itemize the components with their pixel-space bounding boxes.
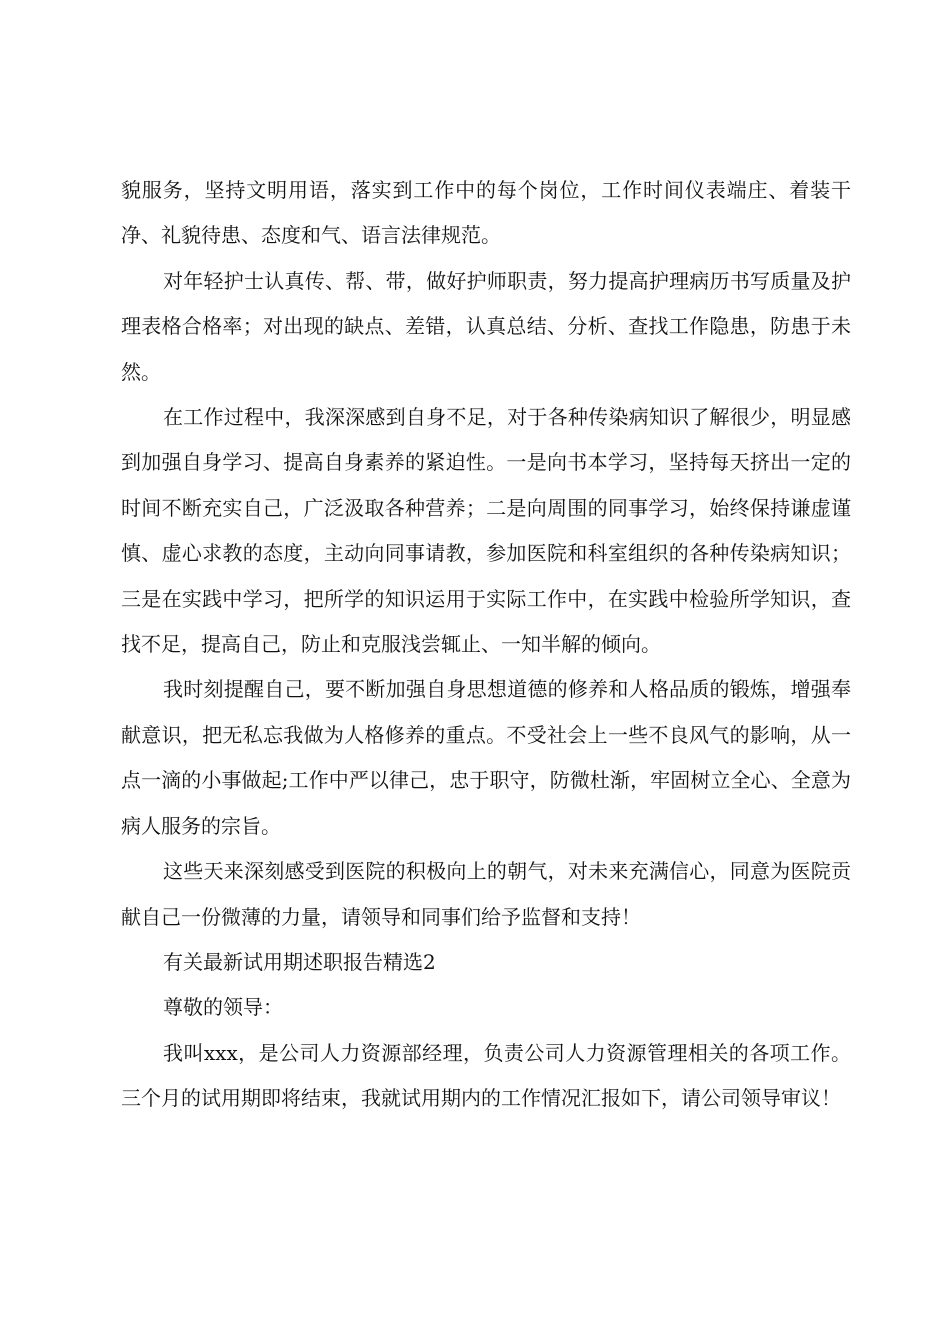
salutation: 尊敬的领导：: [163, 995, 283, 1020]
paragraph-nurse-mentoring: 对年轻护士认真传、帮、带，做好护师职责，努力提高护理病历书写质量及护理表格合格率；对出现的缺点、差错，认真总结、分析、查找工作隐患，防患于未然。: [121, 268, 851, 384]
paragraph-closing: 这些天来深刻感受到医院的积极向上的朝气，对未来充满信心，同意为医院贡献自己一份微薄的力量，请领导和同事们给予监督和支持！: [121, 859, 851, 929]
section-heading: 有关最新试用期述职报告精选2: [163, 949, 436, 974]
paragraph-learning: 在工作过程中，我深深感到自身不足，对于各种传染病知识了解很少，明显感到加强自身学习、提高自身素养的紧迫性。一是向书本学习，坚持每天挤出一定的时间不断充实自己，广泛汲取各种营养；二是向周围的同事学习，始终保持谦虚谨慎、虚心求教的态度，主动向同事请教，参加医院和科室组织的各种传染病知识；三是在实践中学习，把所学的知识运用于实际工作中，在实践中检验所学知识，查找不足，提高自己，防止和克服浅尝辄止、一知半解的倾向。: [121, 405, 851, 657]
document-body: [121, 168, 851, 1122]
paragraph-self-cultivation: 我时刻提醒自己，要不断加强自身思想道德的修养和人格品质的锻炼，增强奉献意识，把无私忘我做为人格修养的重点。不受社会上一些不良风气的影响，从一点一滴的小事做起;工作中严以律己，忠于职守，防微杜渐，牢固树立全心、全意为病人服务的宗旨。: [121, 677, 851, 838]
paragraph-continuation: 貌服务，坚持文明用语，落实到工作中的每个岗位，工作时间仪表端庄、着装干净、礼貌待患、态度和气、语言法律规范。: [121, 178, 851, 248]
paragraph-introduction: 我叫xxx，是公司人力资源部经理，负责公司人力资源管理相关的各项工作。三个月的试用期即将结束，我就试用期内的工作情况汇报如下，请公司领导审议！: [121, 1040, 851, 1111]
